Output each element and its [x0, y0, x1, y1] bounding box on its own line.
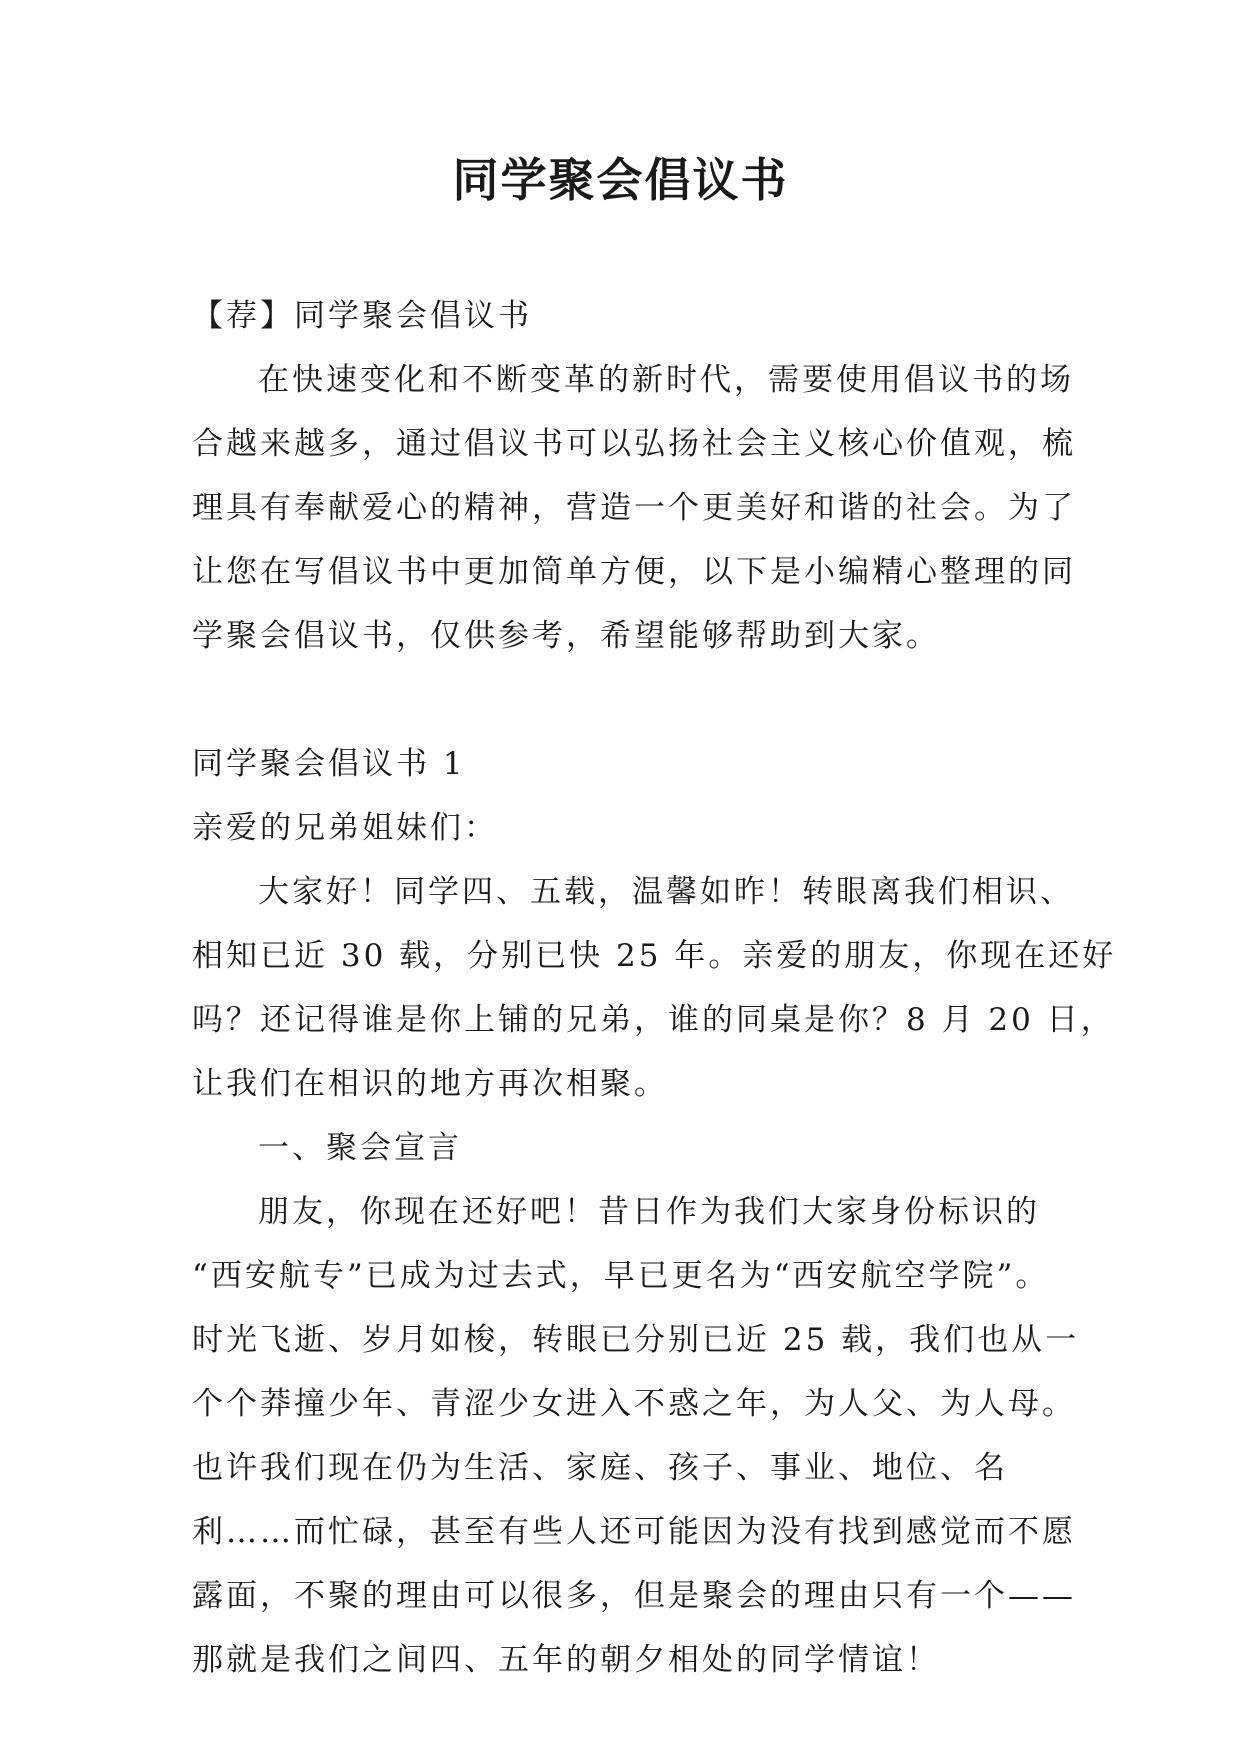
paragraph-line: 那就是我们之间四、五年的朝夕相处的同学情谊！ [192, 1642, 940, 1678]
intro-line: 理具有奉献爱心的精神，营造一个更美好和谐的社会。为了 [192, 490, 1076, 526]
document-body [192, 284, 1117, 1692]
paragraph-line: “西安航专”已成为过去式，早已更名为“西安航空学院”。 [192, 1258, 1050, 1294]
document-title: 同学聚会倡议书 [452, 153, 789, 207]
paragraph-line: 也许我们现在仍为生活、家庭、孩子、事业、地位、名 [192, 1450, 1008, 1486]
paragraph-line: 大家好！同学四、五载，温馨如昨！转眼离我们相识、 [258, 874, 1074, 910]
paragraph-line: 吗？还记得谁是你上铺的兄弟，谁的同桌是你？8 月 20 日， [192, 1002, 1115, 1038]
paragraph-line: 露面，不聚的理由可以很多，但是聚会的理由只有一个—— [192, 1578, 1076, 1614]
section-title: 同学聚会倡议书 1 [192, 746, 466, 782]
intro-line: 合越来越多，通过倡议书可以弘扬社会主义核心价值观，梳 [192, 426, 1076, 462]
intro-line: 在快速变化和不断变革的新时代，需要使用倡议书的场 [258, 362, 1074, 398]
paragraph-line: 让我们在相识的地方再次相聚。 [192, 1066, 668, 1102]
salutation: 亲爱的兄弟姐妹们： [192, 810, 498, 846]
paragraph-line: 时光飞逝、岁月如梭，转眼已分别已近 25 载，我们也从一 [192, 1322, 1080, 1358]
spacer [192, 668, 1072, 732]
paragraph-line: 相知已近 30 载，分别已快 25 年。亲爱的朋友，你现在还好 [192, 938, 1117, 974]
paragraph-line: 利……而忙碌，甚至有些人还可能因为没有找到感觉而不愿 [192, 1514, 1076, 1550]
paragraph-line: 个个莽撞少年、青涩少女进入不惑之年，为人父、为人母。 [192, 1386, 1076, 1422]
intro-line: 学聚会倡议书，仅供参考，希望能够帮助到大家。 [192, 618, 940, 654]
subheading: 一、聚会宣言 [258, 1130, 462, 1166]
intro-line: 让您在写倡议书中更加简单方便，以下是小编精心整理的同 [192, 554, 1076, 590]
header-line: 【荐】同学聚会倡议书 [192, 298, 532, 334]
paragraph-line: 朋友，你现在还好吧！昔日作为我们大家身份标识的 [258, 1194, 1040, 1230]
